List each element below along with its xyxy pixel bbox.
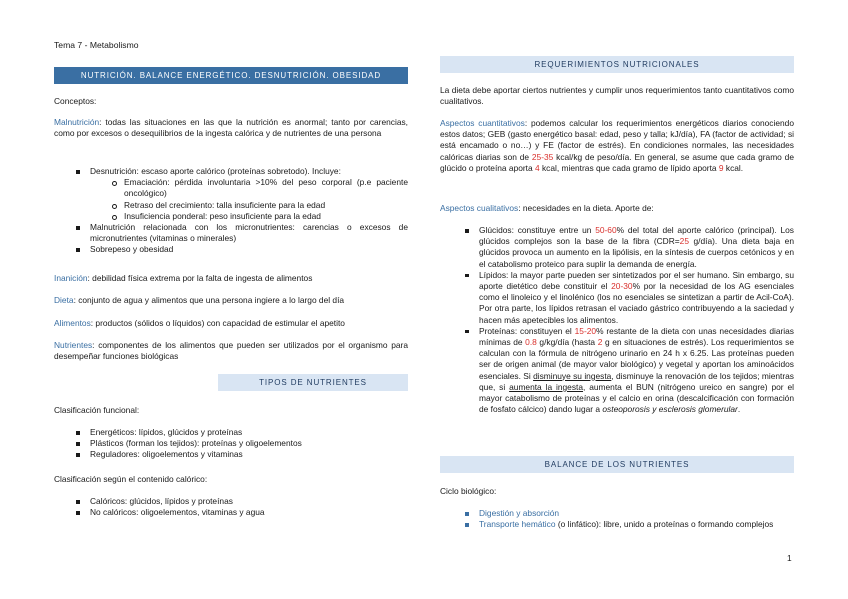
- list-item: Digestión y absorción: [479, 508, 794, 519]
- list-item: Transporte hemático (o linfático): libre, unido a proteínas o formando complejos: [479, 519, 794, 530]
- malnutricion-list: [90, 166, 408, 256]
- term-inanicion: Inanición: [54, 273, 88, 283]
- clasificacion-funcional-label: Clasificación funcional:: [54, 405, 140, 415]
- calorica-list: [90, 496, 408, 518]
- term-dieta: Dieta: [54, 295, 74, 305]
- section-band-balance: BALANCE DE LOS NUTRIENTES: [440, 456, 794, 473]
- requerimientos-intro: La dieta debe aportar ciertos nutrientes y cumplir unos requerimientos tanto cuantitativos como cualitativos.: [440, 85, 794, 107]
- aspectos-cuantitativos: Aspectos cuantitativos: podemos calcular los requerimientos energéticos diarios conociendo estos datos; GEB (gasto energético basal: edad, peso y talla; kJ/día), FA (factor de actividad; si está encamado o no…) y FE (factor de estrés). En condiciones normales, las necesidades calóricas diarias son de 25-35 kcal/kg de peso/día. En general, se asume que cada gramo de glúcido o proteína aporta 4 kcal, mientras que cada gramo de lípido aporta 9 kcal.: [440, 118, 794, 173]
- list-item: Malnutrición relacionada con los micronutrientes: carencias o excesos de micronutrientes (vitaminas o minerales): [90, 222, 408, 244]
- section-band-tipos: TIPOS DE NUTRIENTES: [218, 374, 408, 391]
- list-item-proteinas: Proteínas: constituyen el 15-20% restante de la dieta con unas necesidades diarias mínimas de 0.8 g/kg/día (hasta 2 g en situaciones de estrés). Los requerimientos se calculan con la fórmula de nitrógeno urinario en 24 h x 6.25. Las proteínas pueden ser de origen animal (de mayor valor biológico) y vegetal y aportan los aminoácidos esenciales. Si disminuye su ingesta, disminuye la renovación de los tejidos; mientras que, si aumenta la ingesta, aumenta el BUN (nitrógeno ureico en sangre) por el mayor catabolismo de proteínas y el calcio en orina (descalcificación con formación de fosfato cálcico) dando lugar a osteoporosis y esclerosis glomerular.: [479, 325, 794, 415]
- aspectos-cualitativos: Aspectos cualitativos: necesidades en la dieta. Aporte de:: [440, 203, 654, 213]
- term-alimentos: Alimentos: [54, 318, 91, 328]
- page-number: 1: [787, 553, 792, 563]
- malnutricion-text: : todas las situaciones en las que la nutrición es anormal; tanto por carencias, como por excesos o desequilibrios de la ingesta calórica y de nutrientes de una persona: [54, 117, 408, 139]
- cualitativos-list: [479, 225, 794, 415]
- inanicion-definition: [54, 273, 408, 284]
- ciclo-biologico-label: Ciclo biológico:: [440, 486, 497, 496]
- conceptos-label: Conceptos:: [54, 96, 97, 106]
- inanicion-text: : debilidad física extrema por la falta de ingesta de alimentos: [87, 273, 313, 283]
- ciclo-list: [479, 508, 794, 530]
- list-item: Plásticos (forman los tejidos): proteínas y oligoelementos: [90, 438, 408, 449]
- nutrientes-definition: [54, 340, 408, 362]
- alimentos-text: : productos (sólidos o líquidos) con capacidad de estimular el apetito: [90, 318, 345, 328]
- nutrientes-text: : componentes de los alimentos que pueden ser utilizados por el organismo para desempeñar funciones biológicas: [54, 340, 408, 362]
- dieta-definition: [54, 295, 408, 306]
- malnutricion-definition: [54, 117, 408, 139]
- list-item: Emaciación: pérdida involuntaria >10% del peso corporal (p.e paciente oncológico): [124, 177, 408, 199]
- section-band-nutricion: NUTRICIÓN. BALANCE ENERGÉTICO. DESNUTRICIÓN. OBESIDAD: [54, 67, 408, 84]
- list-item: Retraso del crecimiento: talla insuficiente para la edad: [124, 200, 408, 211]
- list-item: Desnutrición: escaso aporte calórico (proteínas sobretodo). Incluye: Emaciación: pérdida involuntaria >10% del peso corporal (p.e paciente oncológico) Retraso del crecimiento: talla insuficiente para la edad Insuficiencia ponderal: peso insuficiente para la edad: [90, 166, 408, 221]
- list-item: Reguladores: oligoelementos y vitaminas: [90, 449, 408, 460]
- list-item: Insuficiencia ponderal: peso insuficiente para la edad: [124, 211, 408, 222]
- clasificacion-calorica-label: Clasificación según el contenido calórico:: [54, 474, 208, 484]
- dieta-text: : conjunto de agua y alimentos que una persona ingiere a lo largo del día: [73, 295, 345, 305]
- funcional-list: [90, 427, 408, 461]
- list-item: Energéticos: lípidos, glúcidos y proteínas: [90, 427, 408, 438]
- list-item: Sobrepeso y obesidad: [90, 244, 408, 255]
- alimentos-definition: [54, 318, 408, 329]
- list-item-glucidos: Glúcidos: constituye entre un 50-60% del total del aporte calórico (principal). Los glúcidos complejos son la base de la fibra (CDR=25 g/día). Una dieta baja en glúcidos provoca un aumento en la lipólisis, en la síntesis de cuerpos cetónicos y en el catabolismo proteico para suplir la demanda de energía.: [479, 225, 794, 269]
- page-header: Tema 7 - Metabolismo: [54, 40, 139, 50]
- term-cuantitativos: Aspectos cuantitativos: [440, 118, 525, 128]
- term-malnutricion: Malnutrición: [54, 117, 100, 127]
- list-item-lipidos: Lípidos: la mayor parte pueden ser sintetizados por el ser humano. Sin embargo, su aporte dietético debe constituir el 20-30% por la necesidad de los AG esenciales como el linoleico y el linolénico (los no esenciales se sintetizan a partir de Acil-CoA). Por otra parte, los lípidos retrasan el vaciado gástrico contribuyendo a la saciedad y hacen más apetecibles los alimentos.: [479, 269, 794, 325]
- section-band-requerimientos: REQUERIMIENTOS NUTRICIONALES: [440, 56, 794, 73]
- list-item: No calóricos: oligoelementos, vitaminas y agua: [90, 507, 408, 518]
- term-cualitativos: Aspectos cualitativos: [440, 203, 519, 213]
- term-nutrientes: Nutrientes: [54, 340, 93, 350]
- desnutricion-sublist: [124, 177, 408, 222]
- list-item: Calóricos: glúcidos, lípidos y proteínas: [90, 496, 408, 507]
